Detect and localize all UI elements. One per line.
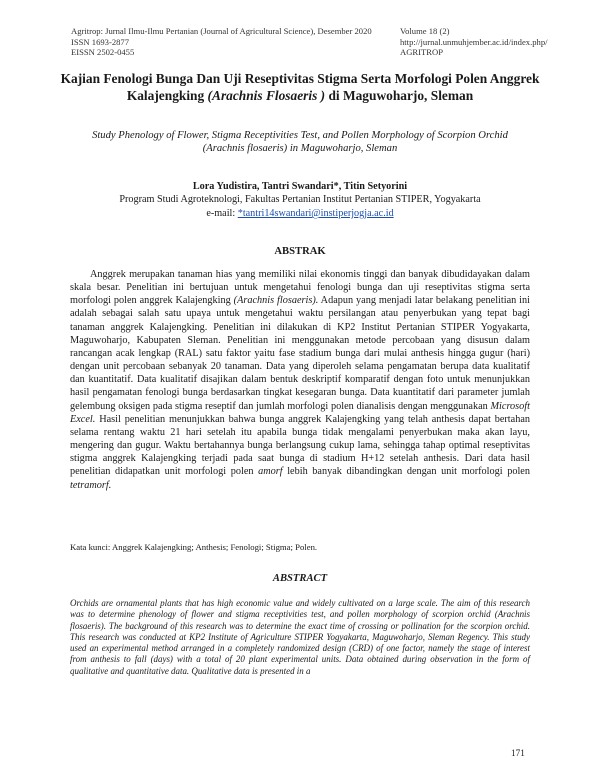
abstrak-heading: ABSTRAK (274, 246, 326, 257)
running-header-left (71, 26, 372, 58)
keywords: Kata kunci: Anggrek Kalajengking; Anthesis; Fenologi; Stigma; Polen. (70, 542, 318, 552)
abstrak-paragraph: Anggrek merupakan tanaman hias yang memiliki nilai ekonomis tinggi dan banyak dibudidayakan dalam skala besar. Penelitian ini bertujuan untuk mengetahui fenologi bunga dan uji reseptivitas stigma serta morfologi polen anggrek Kalajengking (Arachnis flosaeris). Adapun yang menjadi latar belakang penelitian ini adalah sebagai salah satu upaya untuk mengetahui waktu persilangan atau penyerbukan yang tepat bagi tanaman anggrek Kalajengking. Penelitian ini dilakukan di KP2 Institut Pertanian STIPER Yogyakarta, Maguwoharjo, Kabupaten Sleman. Penelitian ini menggunakan metode percobaan yang disusun dalam rancangan acak lengkap (RAL) satu faktor yaitu fase stadium bunga dari mulai anthesis hingga gugur (hari) dengan unit percobaan sebanyak 20 tanaman. Data yang diperoleh selama pengamatan berupa data kualitatif dan kuantitatif. Data kualitatif disajikan dalam bentuk deskriptif komparatif dengan foto untuk menunjukkan hasil pengamatan fenologi bunga berdasarkan tingkat kesegaran bunga. Data kuantitatif dari parameter jumlah gelembung oksigen pada stigma reseptif dan jumlah morfologi polen dianalisis dengan menggunakan Microsoft Excel. Hasil penelitian menunjukkan bahwa bunga anggrek Kalajengking yang telah anthesis dapat bertahan selama rentang waktu 21 hari setelah itu apabila bunga tidak mengalami penyerbukan maka akan layu, mengering dan gugur. Waktu bertahannya bunga berlangsung cukup lama, sehingga tahap optimal reseptivitas stigma anggrek Kalajengking terjadi pada saat bunga di stadium H+12 setelah anthesis. Dari data hasil penelitian didapatkan unit morfologi polen amorf lebih banyak dibandingkan dengan unit morfologi polen tetramorf. (70, 269, 530, 491)
email-link[interactable]: *tantri14swandari@instiperjogja.ac.id (237, 208, 394, 219)
english-title: Study Phenology of Flower, Stigma Receptivities Test, and Pollen Morphology of Scorpion Orchid (Arachnis flosaeris) in Maguwoharjo, Sleman (92, 130, 508, 155)
email-line: e-mail: *tantri14swandari@instiperjogja.ac.id (206, 208, 394, 219)
abstract-heading: ABSTRACT (272, 573, 328, 584)
abstract-body (70, 598, 530, 677)
page-number: 171 (511, 748, 525, 758)
issn: ISSN 1693-2877 (71, 36, 130, 47)
eissn: EISSN 2502-0455 (71, 47, 135, 58)
species-name: (Arachnis Flosaeris ) (207, 88, 326, 103)
running-header-right (400, 26, 550, 58)
volume: Volume 18 (2) (400, 26, 450, 36)
authors: Lora Yudistira, Tantri Swandari*, Titin Setyorini (192, 181, 408, 192)
abstrak-body (70, 268, 530, 492)
affiliation: Program Studi Agroteknologi, Fakultas Pertanian Institut Pertanian STIPER, Yogyakarta (119, 194, 481, 205)
paper-title: Kajian Fenologi Bunga Dan Uji Reseptivitas Stigma Serta Morfologi Polen Anggrek Kalajengking (Arachnis Flosaeris ) di Maguwoharjo, Sleman (60, 71, 540, 103)
journal-name: Agritrop: Jurnal Ilmu-Ilmu Pertanian (Journal of Agricultural Science), Desember 2020 (71, 26, 372, 36)
journal-url[interactable]: http://jurnal.unmuhjember.ac.id/index.php/AGRITROP (400, 36, 548, 58)
abstract-paragraph: Orchids are ornamental plants that has high economic value and widely cultivated on a large scale. The aim of this research was to determine phenology of flower and stigma receptivities test, and pollen morphology of scorpion orchid (Arachnis flosaeris). The background of this research was to determine the exact time of crossing or pollination for the scorpion orchid. This research was conducted at KP2 Institute of Agriculture STIPER Yogyakarta, Maguwoharjo, Sleman Regency. This study used an experimental method arranged in a completely randomized design (CRD) of one factor, namely the stage of interest from anthesis to fall (days) with a total of 20 plant experimental units. Data obtained during observation in the form of qualitative and quantitative data. Qualitative data is presented in a (70, 598, 530, 676)
